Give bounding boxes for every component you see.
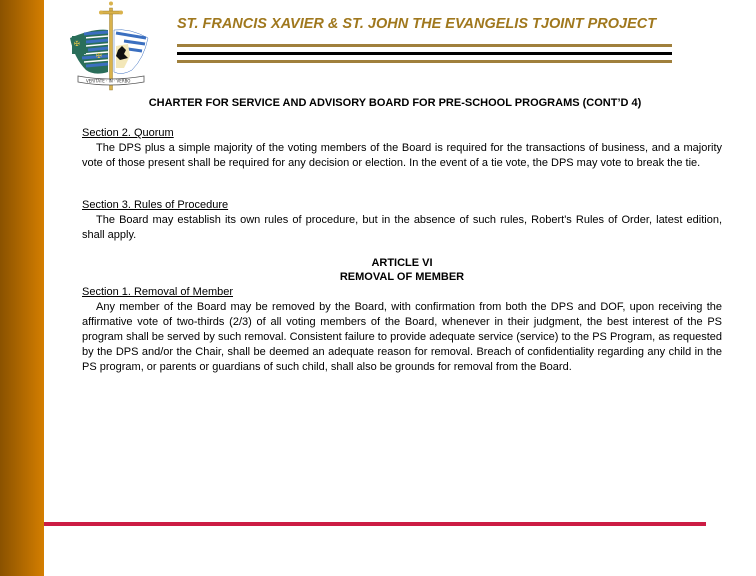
project-title: ST. FRANCIS XAVIER & ST. JOHN THE EVANGELIS TJOINT PROJECT (177, 16, 657, 32)
document-heading-text: CHARTER FOR SERVICE AND ADVISORY BOARD FOR PRE-SCHOOL PROGRAMS (CONT’D 4) (148, 97, 642, 109)
section-rules-of-procedure (82, 198, 722, 243)
left-decorative-bar (0, 0, 44, 576)
article-number: ARTICLE VI (371, 257, 433, 269)
svg-text:✠: ✠ (96, 52, 102, 60)
section-title: Section 3. Rules of Procedure (82, 199, 229, 211)
section-quorum (82, 126, 722, 171)
coat-of-arms-logo (64, 0, 154, 96)
article-name: REMOVAL OF MEMBER (339, 271, 465, 283)
svg-text:✠: ✠ (74, 40, 80, 48)
section-body: Any member of the Board may be removed by the Board, with confirmation from both the DPS and DOF, upon receiving the affirmative vote of two-thirds (2/3) of all voting members of the Board, whenever in their judgment, the best interest of the PS program shall be served by such removal. Consistent failure to provide adequate service (service) to the PS Program, as requested by the DPS and/or the Chair, shall be deemed an adequate reason for removal. Breach of confidentiality regarding any child in the PS program, or parents or guardians of such child, shall also be grounds for removal from the Board. (82, 301, 722, 373)
section-removal-of-member (82, 285, 722, 375)
header-rule-black (177, 52, 672, 55)
document-heading (0, 97, 756, 109)
section-title: Section 1. Removal of Member (82, 286, 234, 298)
section-body: The Board may establish its own rules of procedure, but in the absence of such rules, Robert's Rules of Order, latest edition, shall apply. (82, 214, 722, 241)
section-title: Section 2. Quorum (82, 127, 174, 139)
section-body: The DPS plus a simple majority of the voting members of the Board is required for the transactions of business, and a majority vote of those present shall be required for any decision or election. In the event of a tie vote, the DPS may vote to break the tie. (82, 142, 722, 169)
article-heading (82, 256, 722, 284)
svg-text:VERITATE · IN · VERBO: VERITATE · IN · VERBO (86, 78, 131, 84)
diocesan-coat-of-arms-icon (64, 0, 154, 96)
header-rule-gold-top (177, 44, 672, 47)
header-rule-gold-bottom (177, 60, 672, 63)
footer-rule (44, 522, 706, 526)
